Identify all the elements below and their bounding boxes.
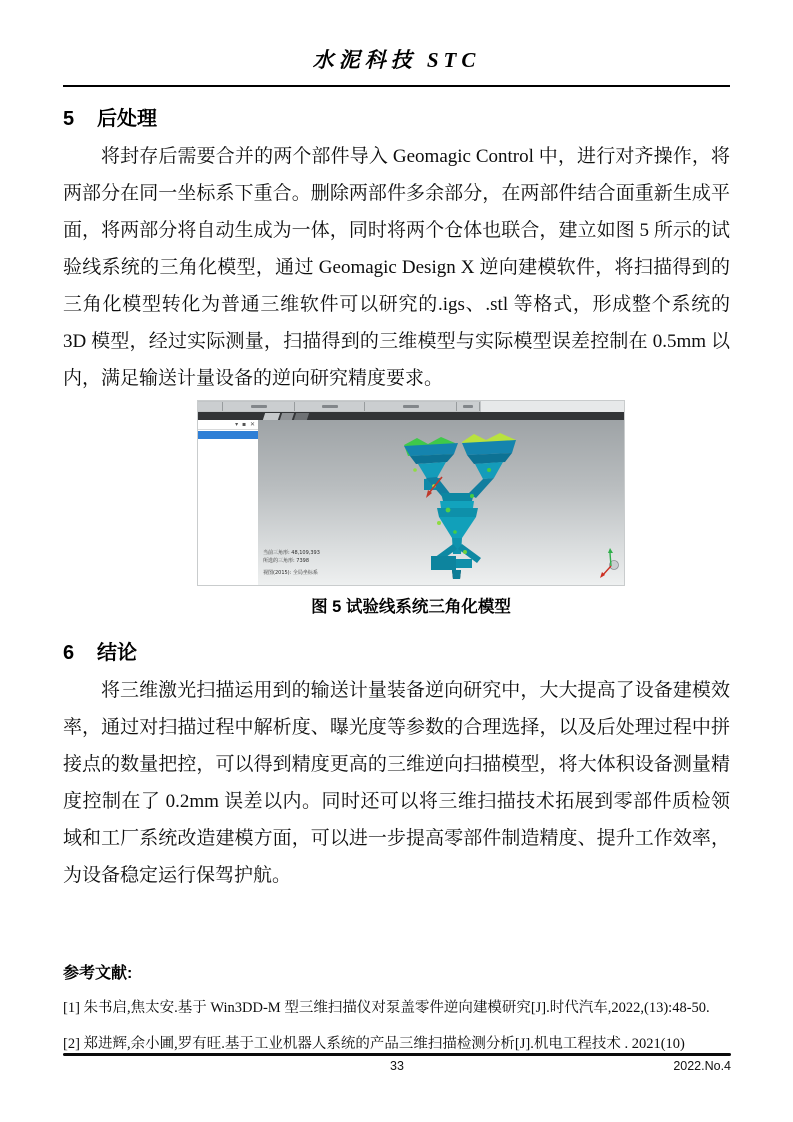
3d-viewport [258,420,625,586]
menu-segment [295,402,365,411]
software-screenshot [197,400,625,586]
menu-label-smudge [403,405,419,408]
menu-segment [457,402,480,411]
section-5-paragraph: 将封存后需要合并的两个部件导入 Geomagic Control 中，进行对齐操作，将两部分在同一坐标系下重合。删除两部件多余部分，在两部件结合面重新生成平面，将两部分将自动生成为一体，同时将两个仓体也联合，建立如图 5 所示的试验线系统的三角化模型，通过 Geomagic Design X 逆向建模软件，将扫描得到的三角化模型转化为普通三维软件可以研究的.igs、.stl 等格式，形成整个系统的 3D 模型，经过实际测量，扫描得到的三维模型与实际模型误差控制在 0.5mm 以内，满足输送计量设备的逆向研究精度要求。 [63,146,730,389]
section-6-title: 结论 [97,642,137,664]
footer-rule [63,1053,731,1056]
viewport-tab [294,413,309,420]
page-number: 33 [390,1059,404,1073]
menu-segment [198,402,223,411]
panel-toolbar-icons: ▾ ▪ ✕ [198,420,258,430]
screenshot-menubar [198,401,625,412]
status-line: 当前三角形: 48,109,393 [263,550,320,556]
section-6-heading [63,636,730,665]
menu-label-smudge [251,405,267,408]
panel-selected-item [198,431,258,439]
menu-segment [365,402,457,411]
status-line: 所选的三角形: 7398 [263,558,309,564]
section-5-heading [63,102,730,131]
viewport-status-text [263,549,320,577]
axes-triad-icon [600,548,619,578]
viewport-tab [263,413,280,420]
model-manager-panel [198,420,258,586]
figure-5 [63,400,730,617]
menu-label-smudge [322,405,338,408]
status-line: 视图(2015): 全局坐标系 [263,570,318,576]
screenshot-tabstrip [198,412,625,420]
journal-title: 水泥科技 STC [312,48,481,72]
reference-item: [1] 朱书启,焦太安.基于 Win3DD-M 型三维扫描仪对泵盖零件逆向建模研究[J].时代汽车,2022,(13):48-50. [63,1000,710,1016]
section-5-title: 后处理 [97,108,157,130]
references-heading: 参考文献: [63,965,133,982]
section-5-number: 5 [63,108,75,130]
references-section [63,960,730,1055]
viewport-tab [280,413,294,420]
page-footer [63,1053,731,1077]
reference-item: [2] 郑进辉,余小圃,罗有旺.基于工业机器人系统的产品三维扫描检测分析[J].机电工程技术 . 2021(10) [63,1036,685,1052]
menu-label-smudge [463,405,473,408]
issue-label: 2022.No.4 [673,1059,731,1073]
section-6-number: 6 [63,642,75,664]
section-6-paragraph: 将三维激光扫描运用到的输送计量装备逆向研究中，大大提高了设备建模效率，通过对扫描过程中解析度、曝光度等参数的合理选择，以及后处理过程中拼接点的数量把控，可以得到精度更高的三维逆向扫描模型，将大体积设备测量精度控制在了 0.2mm 误差以内。同时还可以将三维扫描技术拓展到零部件质检领域和工厂系统改造建模方面，可以进一步提高零部件制造精度、提升工作效率，为设备稳定运行保驾护航。 [63,680,730,886]
menubar-segments [198,401,481,412]
menu-segment [223,402,295,411]
figure-5-caption: 图 5 试验线系统三角化模型 [311,598,511,616]
header-rule [63,85,730,87]
